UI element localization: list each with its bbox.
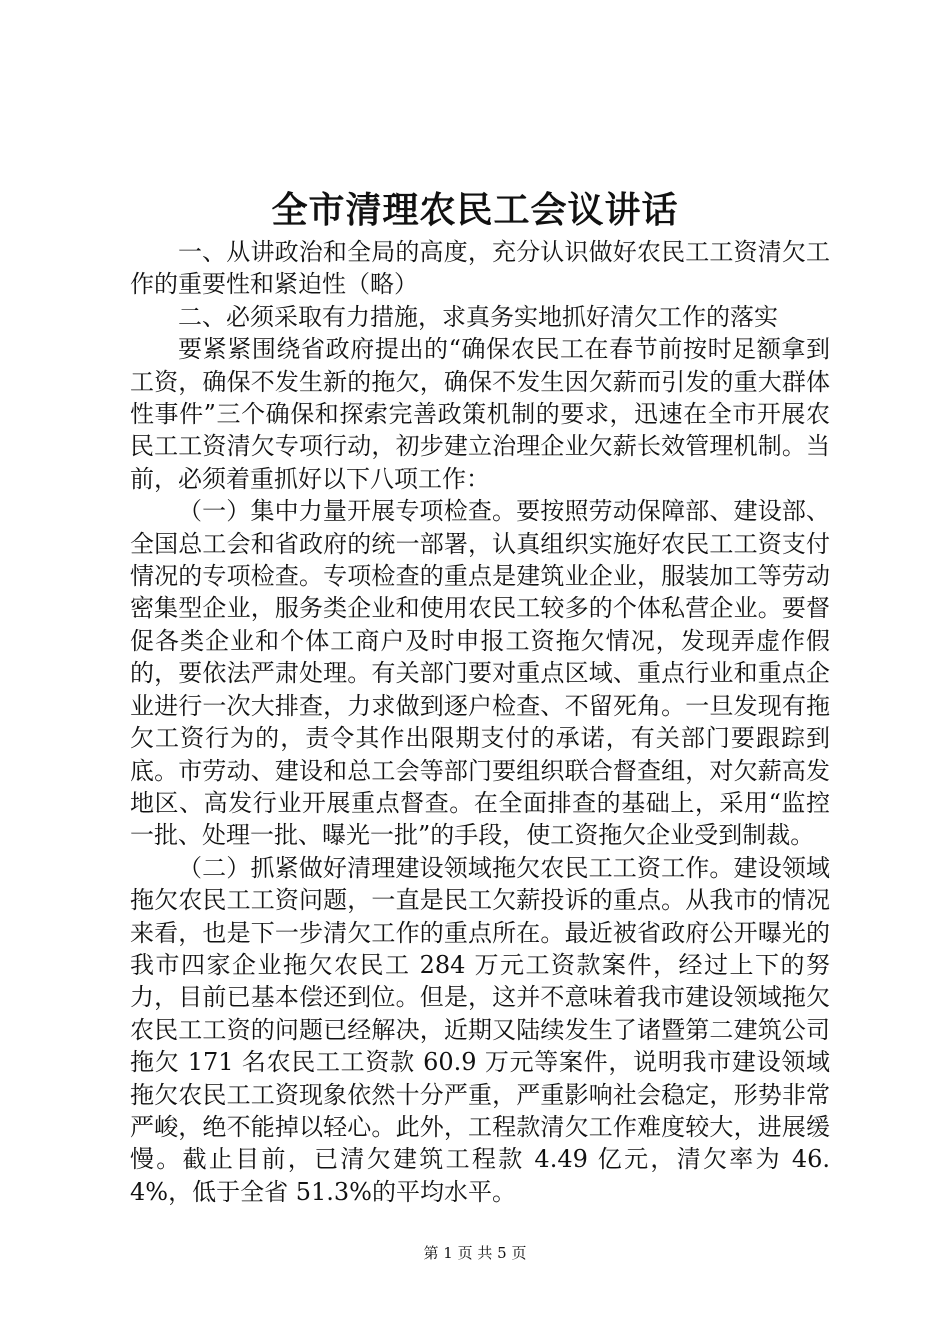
paragraph-section-one: 一、从讲政治和全局的高度，充分认识做好农民工工资清欠工作的重要性和紧迫性（略） xyxy=(130,238,830,299)
paragraph-item-two: （二）抓紧做好清理建设领域拖欠农民工工资工作。建设领域拖欠农民工工资问题，一直是民工欠薪投诉的重点。从我市的情况来看，也是下一步清欠工作的重点所在。最近被省政府公开曝光的我市四家企业拖欠农民工 284 万元工资款案件，经过上下的努力，目前已基本偿还到位。但是，这并不意味着我市建设领域拖欠农民工工资的问题已经解决，近期又陆续发生了诸暨第二建筑公司拖欠 171 名农民工工资款 60.9 万元等案件，说明我市建设领域拖欠农民工工资现象依然十分严重，严重影响社会稳定，形势非常严峻，绝不能掉以轻心。此外，工程款清欠工作难度较大，进展缓慢。截止目前，已清欠建筑工程款 4.49 亿元，清欠率为 46.4%，低于全省 51.3%的平均水平。 xyxy=(130,853,830,1206)
page-number-footer: 第 1 页 共 5 页 xyxy=(423,1244,527,1262)
paragraph-section-two: 二、必须采取有力措施，求真务实地抓好清欠工作的落实 xyxy=(178,302,778,331)
paragraph-intro-requirements: 要紧紧围绕省政府提出的“确保农民工在春节前按时足额拿到工资，确保不发生新的拖欠，确保不发生因欠薪而引发的重大群体性事件”三个确保和探索完善政策机制的要求，迅速在全市开展农民工工资清欠专项行动，初步建立治理企业欠薪长效管理机制。当前，必须着重抓好以下八项工作： xyxy=(130,335,830,493)
document-title: 全市清理农民工会议讲话 xyxy=(271,189,679,231)
document-body xyxy=(130,236,830,1208)
paragraph-item-one: （一）集中力量开展专项检查。要按照劳动保障部、建设部、全国总工会和省政府的统一部署，认真组织实施好农民工工资支付情况的专项检查。专项检查的重点是建筑业企业，服装加工等劳动密集型企业，服务类企业和使用农民工较多的个体私营企业。要督促各类企业和个体工商户及时申报工资拖欠情况，发现弄虚作假的，要依法严肃处理。有关部门要对重点区域、重点行业和重点企业进行一次大排查，力求做到逐户检查、不留死角。一旦发现有拖欠工资行为的，责令其作出限期支付的承诺，有关部门要跟踪到底。市劳动、建设和总工会等部门要组织联合督查组，对欠薪高发地区、高发行业开展重点督查。在全面排查的基础上，采用“监控一批、处理一批、曝光一批”的手段，使工资拖欠企业受到制裁。 xyxy=(130,497,830,850)
